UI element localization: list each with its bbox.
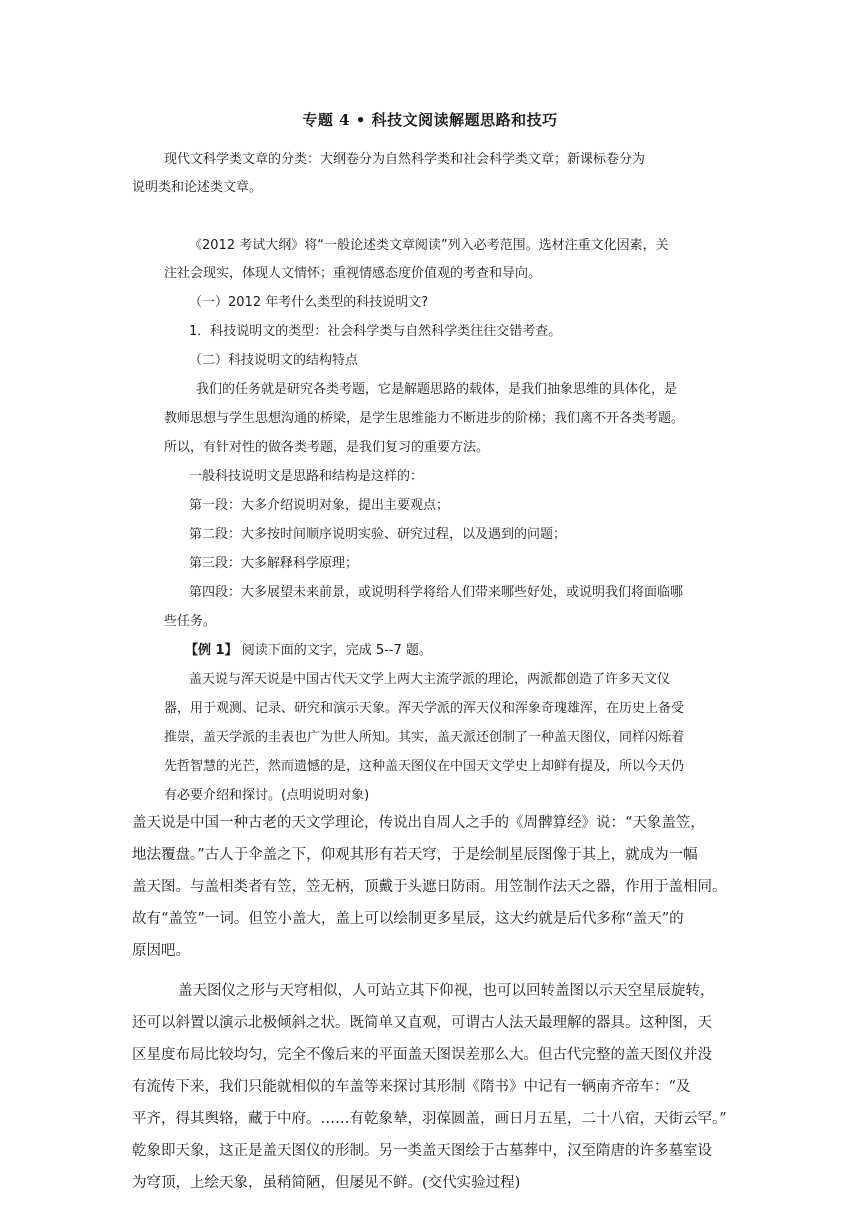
reading-line: 还可以斜置以演示北极倾斜之状。既简单又直观，可谓古人法天最理解的器具。这种图，天 [132,1015,712,1031]
document-title: 专题 4 • 科技文阅读解题思路和技巧 [302,111,558,129]
structure-item: 第二段：大多按时间顺序说明实验、研究过程，以及遇到的问题； [189,527,567,542]
reading-line: 区星度布局比较均匀，完全不像后来的平面盖天图误差那么大。但古代完整的盖天图仪并没 [132,1047,712,1063]
reading-line: 地法覆盘。”古人于伞盖之下，仰观其形有若天穹，于是绘制星辰图像于其上，就成为一幅 [132,847,698,863]
section-heading: （一）2012 年考什么类型的科技说明文? [189,295,429,310]
paragraph-line: 《2012 考试大纲》将“一般论述类文章阅读”列入必考范围。选材注重文化因素，关 [189,238,669,253]
reading-line: 先哲智慧的光芒，然而遗憾的是，这种盖天图仪在中国天文学史上却鲜有提及，所以今天仍 [164,759,685,774]
reading-line: 原因吧。 [132,943,190,959]
example-instruction: 阅读下面的文字，完成 5--7 题。 [237,643,432,658]
reading-line: 为穹顶，上绘天象，虽稍简陋，但屡见不鲜。(交代实验过程) [132,1175,521,1191]
structure-item: 第三段：大多解释科学原理； [189,556,359,571]
reading-line: 平齐，得其舆辂，藏于中府。……有乾象辇，羽葆圆盖，画日月五星，二十八宿，天街云罕。” [132,1111,727,1127]
example-label: 【例 1】 [185,643,238,658]
reading-line: 盖天说是中国一种古老的天文学理论，传说出自周人之手的《周髀算经》说：“天象盖笠， [132,815,705,831]
list-item: 1．科技说明文的类型：社会科学类与自然科学类往往交错考查。 [189,324,562,339]
paragraph-line: 注社会现实，体现人文情怀；重视情感态度价值观的考查和导向。 [164,266,542,281]
paragraph-line: 说明类和论述类文章。 [132,180,263,195]
reading-line: 乾象即天象，这正是盖天图仪的形制。另一类盖天图绘于古墓葬中，汉至隋唐的许多墓室设 [132,1143,712,1159]
reading-line: 故有“盖笠”一词。但笠小盖大，盖上可以绘制更多星辰，这大约就是后代多称“盖天”的 [132,911,684,927]
paragraph-line: 所以，有针对性的做各类考题，是我们复习的重要方法。 [164,440,490,455]
paragraph-line: 一般科技说明文是思路和结构是这样的： [189,469,424,484]
structure-item: 第一段：大多介绍说明对象，提出主要观点； [189,498,450,513]
reading-line: 有流传下来，我们只能就相似的车盖等来探讨其形制《隋书》中记有一辆南齐帝车：“及 [132,1079,691,1095]
paragraph-line: 我们的任务就是研究各类考题，它是解题思路的载体，是我们抽象思维的具体化，是 [196,382,678,397]
reading-line: 器，用于观测、记录、研究和演示天象。浑天学派的浑天仪和浑象奇瑰雄浑，在历史上备受 [164,701,685,716]
paragraph-line: 现代文科学类文章的分类：大纲卷分为自然科学类和社会科学类文章；新课标卷分为 [164,152,646,167]
reading-line: 有必要介绍和探讨。(点明说明对象) [164,788,370,803]
reading-line: 盖天图。与盖相类者有笠，笠无柄，顶戴于头遮日防雨。用笠制作法天之器，作用于盖相同。 [132,879,727,895]
reading-line: 推崇，盖天学派的圭表也广为世人所知。其实，盖天派还创制了一种盖天图仪，同样闪烁着 [164,730,685,745]
section-heading: （二）科技说明文的结构特点 [189,353,359,368]
structure-item: 些任务。 [164,614,217,629]
example-heading [185,637,432,665]
reading-line: 盖天图仪之形与天穹相似，人可站立其下仰视，也可以回转盖图以示天空星辰旋转， [178,983,715,999]
reading-line: 盖天说与浑天说是中国古代天文学上两大主流学派的理论，两派都创造了许多天文仪 [189,672,671,687]
structure-item: 第四段：大多展望未来前景，或说明科学将给人们带来哪些好处，或说明我们将面临哪 [189,585,684,600]
paragraph-line: 教师思想与学生思想沟通的桥梁，是学生思维能力不断进步的阶梯；我们离不开各类考题。 [164,411,685,426]
